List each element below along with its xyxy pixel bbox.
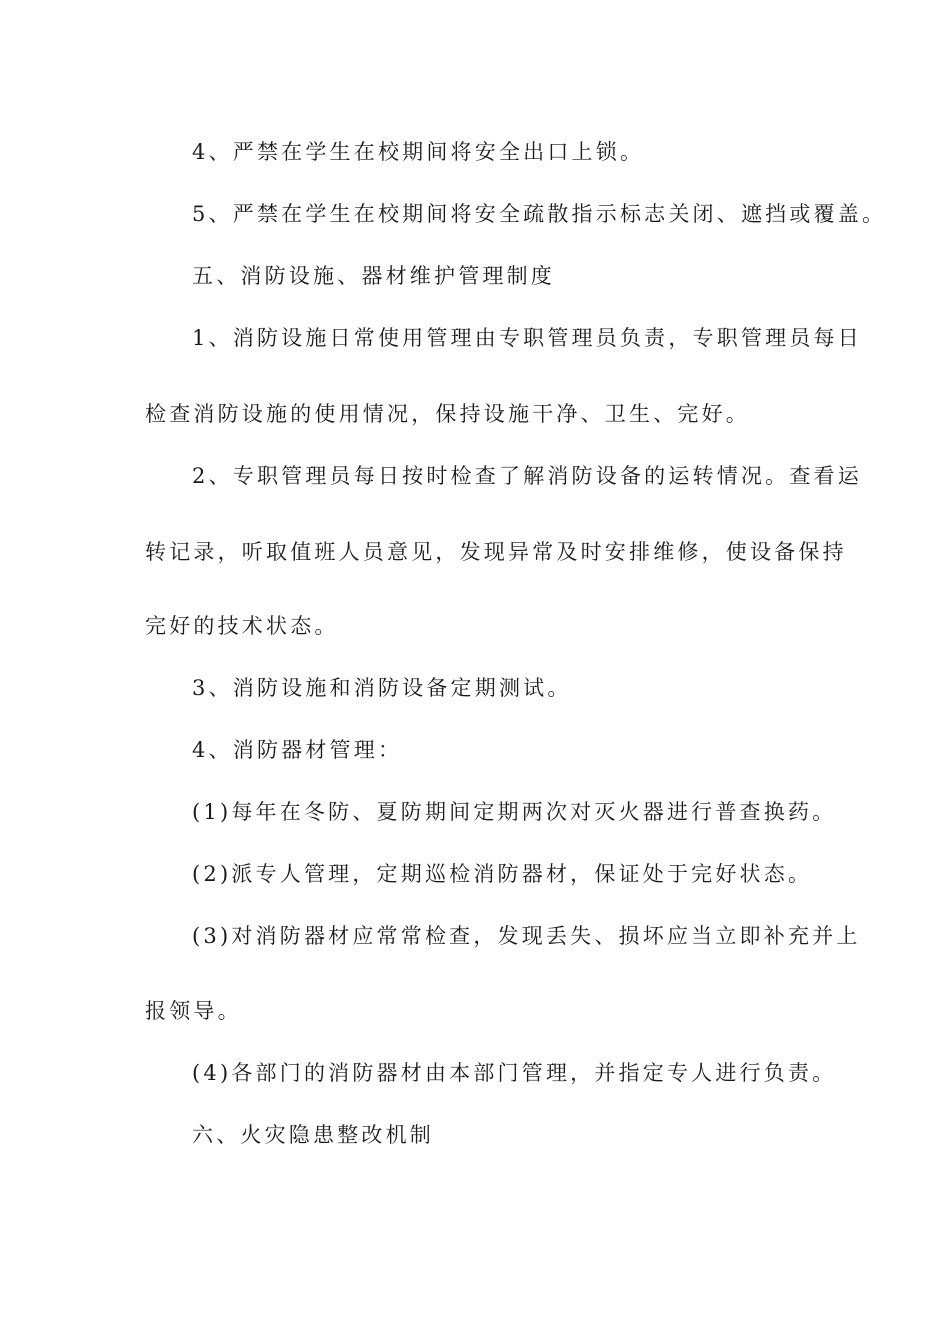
paragraph-line-1b: 检查消防设施的使用情况，保持设施干净、卫生、完好。 xyxy=(145,402,750,426)
paragraph-line-4: 4、消防器材管理： xyxy=(192,738,403,762)
paragraph-line-2b: 转记录，听取值班人员意见，发现异常及时安排维修，使设备保持 xyxy=(145,540,847,564)
paragraph-line-3: 3、消防设施和消防设备定期测试。 xyxy=(192,676,572,700)
list-item-4: (4)各部门的消防器材由本部门管理，并指定专人进行负责。 xyxy=(192,1061,837,1085)
section-heading-5: 五、消防设施、器材维护管理制度 xyxy=(192,264,555,288)
paragraph-line-2c: 完好的技术状态。 xyxy=(145,614,339,638)
list-item-2: (2)派专人管理，定期巡检消防器材，保证处于完好状态。 xyxy=(192,862,813,886)
paragraph-line-exit-lock-ban: 4、严禁在学生在校期间将安全出口上锁。 xyxy=(192,140,645,164)
paragraph-line-2a: 2、专职管理员每日按时检查了解消防设备的运转情况。查看运 xyxy=(192,464,862,488)
list-item-3a: (3)对消防器材应常常检查，发现丢失、损坏应当立即补充并上 xyxy=(192,924,861,948)
section-heading-6: 六、火灾隐患整改机制 xyxy=(192,1123,434,1147)
paragraph-line-1a: 1、消防设施日常使用管理由专职管理员负责，专职管理员每日 xyxy=(192,326,862,350)
paragraph-line-evacuation-sign-ban: 5、严禁在学生在校期间将安全疏散指示标志关闭、遮挡或覆盖。 xyxy=(192,202,887,226)
list-item-1: (1)每年在冬防、夏防期间定期两次对灭火器进行普查换药。 xyxy=(192,800,837,824)
list-item-3b: 报领导。 xyxy=(145,999,242,1023)
